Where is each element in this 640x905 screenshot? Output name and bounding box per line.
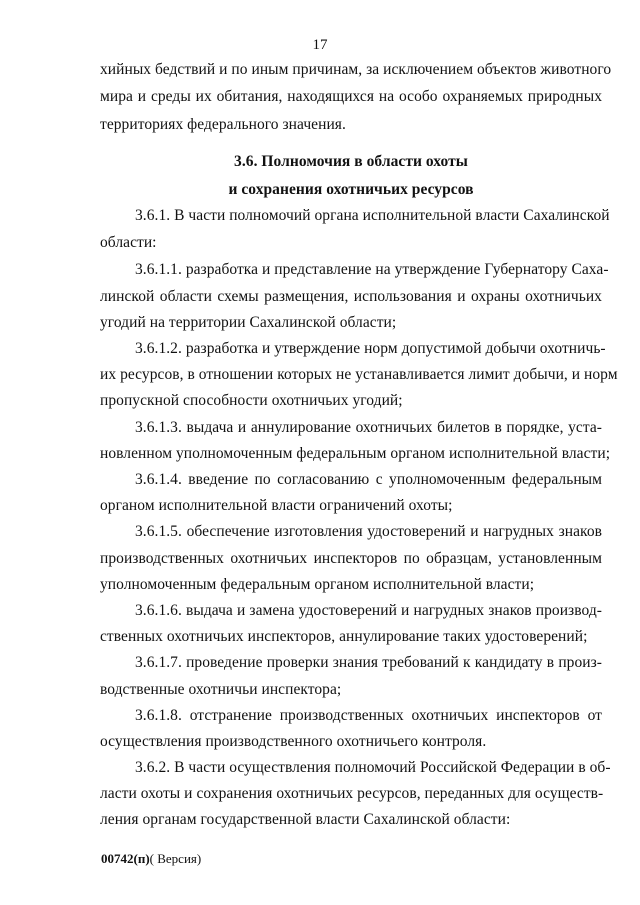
paragraph-line: 3.6.1.2. разработка и утверждение норм допустимой добычи охотничь- [135, 340, 606, 357]
document-footer [101, 851, 201, 867]
paragraph-line: водственные охотничьи инспектора; [100, 681, 342, 698]
paragraph-line: осуществления производственного охотничьего контроля. [100, 733, 487, 750]
paragraph-line: производственных охотничьих инспекторов по образцам, установленным [100, 550, 602, 567]
paragraph-line: их ресурсов, в отношении которых не устанавливается лимит добычи, и норм [100, 366, 618, 383]
text-line: хийных бедствий и по иным причинам, за исключением объектов животного [100, 61, 612, 78]
document-version: ( Версия) [149, 851, 202, 866]
paragraph-line: уполномоченным федеральным органом исполнительной власти; [100, 576, 535, 593]
text-line: мира и среды их обитания, находящихся на особо охраняемых природных [100, 88, 602, 105]
paragraph-line: ственных охотничьих инспекторов, аннулирование таких удостоверений; [100, 628, 588, 645]
paragraph-line: 3.6.1.8. отстранение производственных охотничьих инспекторов от [135, 707, 602, 724]
paragraph-line: пропускной способности охотничьих угодий; [100, 392, 403, 409]
paragraph-line: 3.6.1.4. введение по согласованию с уполномоченным федеральным [135, 471, 602, 488]
paragraph-line: 3.6.1.5. обеспечение изготовления удостоверений и нагрудных знаков [135, 523, 602, 540]
paragraph-line: 3.6.1.1. разработка и представление на утверждение Губернатору Саха- [135, 261, 609, 278]
paragraph-line: 3.6.1.6. выдача и замена удостоверений и нагрудных знаков производ- [135, 602, 602, 619]
paragraph-line: угодий на территории Сахалинской области; [100, 314, 397, 331]
document-code: 00742(п) [101, 851, 150, 866]
paragraph-line: 3.6.2. В части осуществления полномочий Российской Федерации в об- [135, 759, 611, 776]
section-heading: 3.6. Полномочия в области охоты [234, 153, 468, 170]
paragraph-line: линской области схемы размещения, использования и охраны охотничьих [100, 288, 602, 305]
paragraph-line: области: [100, 234, 157, 251]
paragraph-line: новленном уполномоченным федеральным органом исполнительной власти; [100, 445, 611, 462]
paragraph-line: 3.6.1.7. проведение проверки знания требований к кандидату в произ- [135, 654, 602, 671]
paragraph-line: ления органам государственной власти Сахалинской области: [100, 811, 511, 828]
paragraph-line: органом исполнительной власти ограничений охоты; [100, 497, 453, 514]
paragraph-line: 3.6.1. В части полномочий органа исполнительной власти Сахалинской [135, 207, 610, 224]
page-number: 17 [312, 37, 328, 53]
paragraph-line: 3.6.1.3. выдача и аннулирование охотничьих билетов в порядке, уста- [135, 419, 602, 436]
section-heading: и сохранения охотничьих ресурсов [228, 181, 474, 198]
paragraph-line: ласти охоты и сохранения охотничьих ресурсов, переданных для осуществ- [100, 785, 604, 802]
text-line: территориях федерального значения. [100, 116, 346, 133]
